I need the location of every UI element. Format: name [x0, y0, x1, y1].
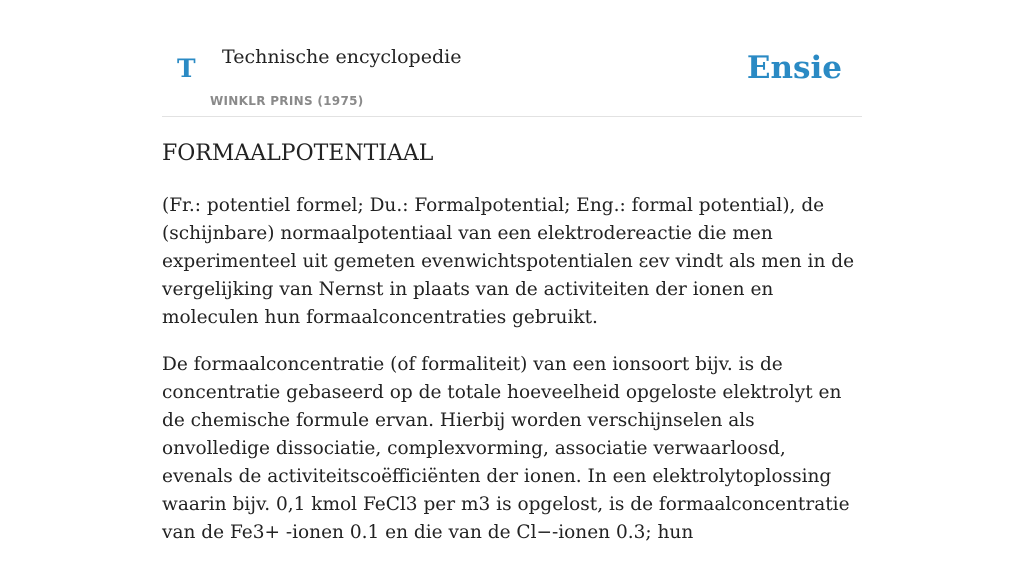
entry-body — [162, 192, 862, 566]
brand-logo[interactable]: Ensie — [746, 50, 842, 86]
book-title[interactable]: Technische encyclopedie — [222, 46, 462, 68]
book-logo-icon[interactable]: T — [177, 54, 196, 83]
entry-title: FORMAALPOTENTIAAL — [162, 141, 434, 166]
entry-paragraph: De formaalconcentratie (of formaliteit) van een ionsoort bijv. is de concentratie gebaseerd op de totale hoeveelheid opgeloste elektrolyt en de chemische formule ervan. Hierbij worden verschijnselen als onvolledige dissociatie, complexvorming, associatie verwaarloosd, evenals de activiteitscoëfficiënten der ionen. In een elektrolytoplossing waarin bijv. 0,1 kmol FeCl3 per m3 is opgelost, is de formaalconcentratie van de Fe3+ -ionen 0.1 en die van de Cl−-ionen 0.3; hun — [162, 354, 850, 543]
book-subtitle: WINKLR PRINS (1975) — [210, 94, 364, 108]
entry-paragraph: (Fr.: potentiel formel; Du.: Formalpotential; Eng.: formal potential), de (schijnbare) normaalpotentiaal van een elektrodereactie die men experimenteel uit gemeten evenwichtspotentialen ɛev vindt als men in de vergelijking van Nernst in plaats van de activiteiten der ionen en moleculen hun formaalconcentraties gebruikt. — [162, 195, 855, 328]
header — [162, 40, 862, 117]
